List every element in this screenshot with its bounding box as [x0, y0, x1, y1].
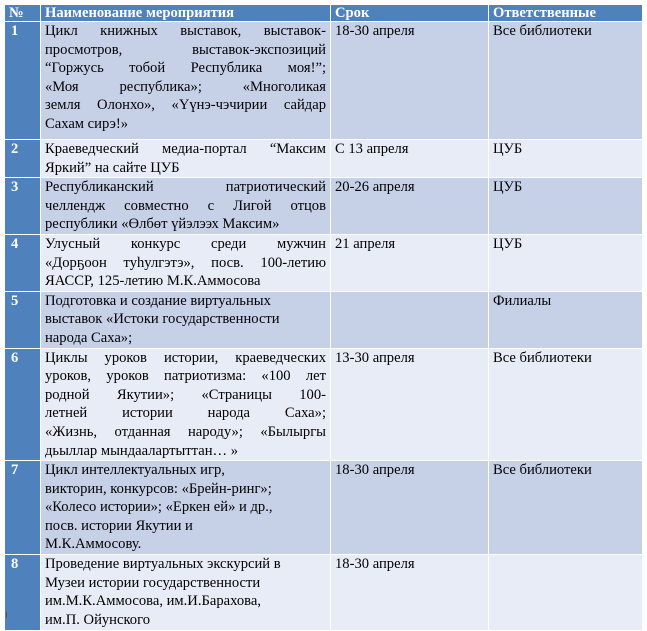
event-line: Проведение виртуальных экскурсий в — [45, 556, 281, 573]
event-line: уроков, уроков патриотизма: «100 лет — [45, 368, 326, 385]
row-number: 1 — [5, 22, 41, 140]
event-line: народа Саха»; — [45, 329, 133, 346]
event-responsible: Филиалы — [489, 291, 643, 348]
row-number: 6 — [5, 348, 41, 461]
event-line: Улусный конкурс среди мужчин — [45, 235, 326, 252]
table-row — [5, 348, 643, 461]
row-number: 4 — [5, 234, 41, 291]
header-date: Срок — [331, 5, 489, 22]
event-line: «Колесо истории»; «Еркен ей» и др., — [45, 499, 273, 516]
event-name — [41, 178, 331, 235]
table-row — [5, 461, 643, 555]
event-line: ЯАССР, 125-летию М.К.Аммосова — [45, 273, 261, 290]
event-line: “Горжусь тобой Республика моя!”; — [45, 60, 326, 77]
event-line: дьыллар мындаалартыттан… » — [45, 442, 239, 459]
table-row — [5, 291, 643, 348]
table-row — [5, 555, 643, 631]
event-date: 18-30 апреля — [331, 555, 489, 631]
event-name — [41, 140, 331, 178]
event-line: Республиканский патриотический — [45, 179, 326, 196]
event-name — [41, 291, 331, 348]
event-date: 18-30 апреля — [331, 22, 489, 140]
event-line: выставок «Истоки государственности — [45, 311, 280, 328]
table-row — [5, 178, 643, 235]
event-date: С 13 апреля — [331, 140, 489, 178]
event-line: им.П. Ойунского — [45, 611, 151, 628]
event-responsible: ЦУБ — [489, 178, 643, 235]
event-name — [41, 234, 331, 291]
event-date — [331, 291, 489, 348]
event-line: Цикл книжных выставок, выставок- — [45, 23, 326, 39]
event-line: «Моя республика»; «Многоликая — [45, 78, 326, 95]
event-line: Музеи истории государственности — [45, 574, 261, 591]
event-line: родной Якутии»; «Страницы 100- — [45, 386, 326, 403]
event-responsible: ЦУБ — [489, 140, 643, 178]
event-responsible — [489, 555, 643, 631]
event-line: «Жизнь, отданная народу»; «Былыргы — [45, 423, 326, 440]
event-name — [41, 348, 331, 461]
event-date: 20-26 апреля — [331, 178, 489, 235]
event-date: 21 апреля — [331, 234, 489, 291]
table-row — [5, 140, 643, 178]
event-responsible: Все библиотеки — [489, 22, 643, 140]
event-name — [41, 555, 331, 631]
event-line: им.М.К.Аммосова, им.И.Барахова, — [45, 593, 261, 610]
event-line: Подготовка и создание виртуальных — [45, 292, 271, 309]
event-responsible: Все библиотеки — [489, 348, 643, 461]
event-name — [41, 22, 331, 140]
row-number: 8 — [5, 555, 41, 631]
row-number: 2 — [5, 140, 41, 178]
event-line: земля Олонхо», «Үүнэ-чэчирии сайдар — [45, 97, 326, 114]
event-line: летней истории народа Саха»; — [45, 405, 326, 422]
event-line: «Дорҕоон туһулгэтэ», посв. 100-летию — [45, 254, 326, 271]
header-responsible: Ответственные — [489, 5, 643, 22]
event-line: викторин, конкурсов: «Брейн-ринг»; — [45, 480, 272, 497]
event-responsible: Все библиотеки — [489, 461, 643, 555]
event-line: посв. истории Якутии и — [45, 517, 193, 534]
event-line: М.К.Аммосову. — [45, 536, 142, 553]
table-row — [5, 22, 643, 140]
events-table — [4, 4, 643, 631]
event-line: Цикл интеллектуальных игр, — [45, 462, 225, 479]
header-row — [5, 5, 643, 22]
table-row — [5, 234, 643, 291]
event-name — [41, 461, 331, 555]
event-line: челлендж совместно с Лигой отцов — [45, 197, 326, 214]
header-num: № — [5, 5, 41, 22]
event-line: республики «Өлбөт үйэлээх Максим» — [45, 216, 280, 233]
event-date: 13-30 апреля — [331, 348, 489, 461]
event-line: Сахам сирэ!» — [45, 115, 129, 132]
header-name: Наименование мероприятия — [41, 5, 331, 22]
row-number: 5 — [5, 291, 41, 348]
row-number: 3 — [5, 178, 41, 235]
event-line: просмотров, выставок-экспозиций — [45, 41, 326, 58]
event-date: 18-30 апреля — [331, 461, 489, 555]
row-number: 7 — [5, 461, 41, 555]
text-cursor-mark — [6, 612, 7, 618]
event-line: Циклы уроков истории, краеведческих — [45, 349, 326, 366]
event-responsible: ЦУБ — [489, 234, 643, 291]
event-line: Яркий” на сайте ЦУБ — [45, 159, 180, 176]
event-line: Краеведческий медиа-портал “Максим — [45, 141, 326, 157]
